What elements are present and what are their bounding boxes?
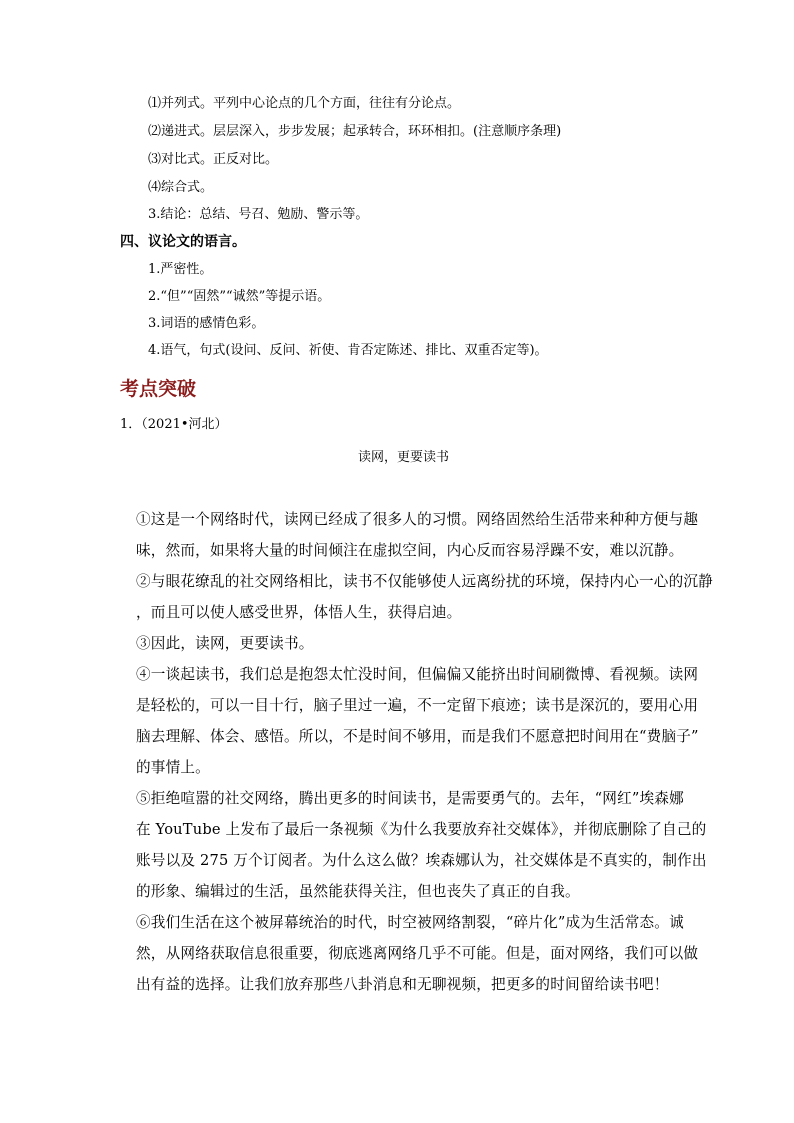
- outline-item: ⑵递进式。层层深入，步步发展；起承转合，环环相扣。(注意顺序条理): [148, 124, 562, 139]
- passage-line: 的形象、编辑过的生活，虽然能获得关注，但也丧失了真正的自我。: [136, 883, 580, 900]
- passage-line: 是轻松的，可以一目十行，脑子里过一遍，不一定留下痕迹；读书是深沉的，要用心用: [136, 697, 699, 714]
- outline-item: ⑷综合式。: [148, 180, 214, 195]
- passage-line: 然，从网络获取信息很重要，彻底逃离网络几乎不可能。但是，面对网络，我们可以做: [136, 945, 699, 962]
- passage-line: ③因此，读网，更要读书。: [136, 635, 314, 652]
- passage-line: 出有益的选择。让我们放弃那些八卦消息和无聊视频，把更多的时间留给读书吧！: [136, 976, 669, 993]
- outline-item: ⑶对比式。正反对比。: [148, 152, 279, 167]
- passage-line: ①这是一个网络时代，读网已经成了很多人的习惯。网络固然给生活带来种种方便与趣: [136, 511, 699, 528]
- passage-line: 味，然而，如果将大量的时间倾注在虚拟空间，内心反而容易浮躁不安，难以沉静。: [136, 542, 684, 559]
- passage-line: 在 YouTube 上发布了最后一条视频《为什么我要放弃社交媒体》，并彻底删除了自己的: [136, 821, 707, 838]
- passage-line: ⑤拒绝喧嚣的社交网络，腾出更多的时间读书，是需要勇气的。去年，“网红”埃森娜: [136, 790, 684, 807]
- passage-line: 账号以及 275 万个订阅者。为什么这么做？埃森娜认为，社交媒体是不真实的，制作出: [136, 852, 707, 869]
- list-item: 1.严密性。: [148, 262, 213, 277]
- passage-line: ④一谈起读书，我们总是抱怨太忙没时间，但偏偏又能挤出时间刷微博、看视频。读网: [136, 666, 699, 683]
- passage-line: ，而且可以使人感受世界，体悟人生，获得启迪。: [136, 604, 462, 621]
- passage-line: ②与眼花缭乱的社交网络相比，读书不仅能够使人远离纷扰的环境，保持内心一心的沉静: [136, 573, 713, 590]
- passage-title: 读网，更要读书: [358, 450, 450, 465]
- passage-line: 脑去理解、体会、感悟。所以，不是时间不够用，而是我们不愿意把时间用在“费脑子”: [136, 728, 699, 745]
- question-number: 1．（2021•河北）: [120, 417, 228, 432]
- outline-item: ⑴并列式。平列中心论点的几个方面，往往有分论点。: [148, 96, 461, 111]
- list-item: 4.语气，句式(设问、反问、祈使、肯否定陈述、排比、双重否定等)。: [148, 343, 548, 358]
- list-item: 3.词语的感情色彩。: [148, 316, 265, 331]
- passage-line: ⑥我们生活在这个被屏幕统治的时代，时空被网络割裂，“碎片化”成为生活常态。诚: [136, 914, 684, 931]
- list-item: 2.“但”“固然”“诚然”等提示语。: [148, 289, 331, 304]
- section-heading: 四、议论文的语言。: [120, 234, 246, 250]
- section-title: 考点突破: [120, 378, 197, 400]
- outline-item: 3.结论：总结、号召、勉励、警示等。: [148, 207, 369, 222]
- passage-line: 的事情上。: [136, 759, 210, 776]
